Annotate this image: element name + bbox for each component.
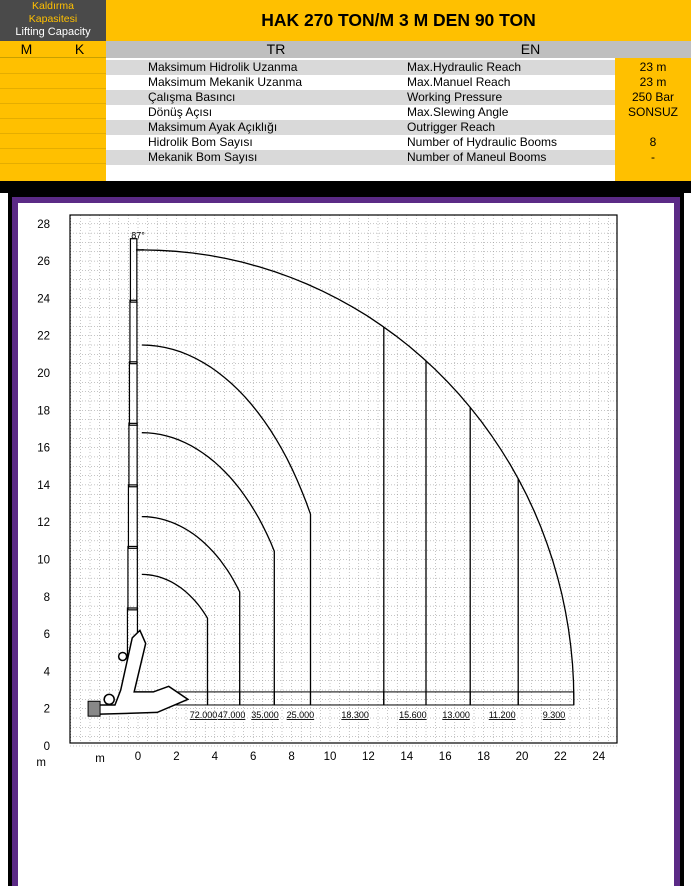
capacity-curve-2: [142, 517, 240, 705]
y-tick-label: 14: [37, 479, 50, 492]
capacity-curve-1: [142, 574, 208, 705]
boom-section-vertical: [128, 546, 137, 609]
page-title: HAK 270 TON/M 3 M DEN 90 TON: [106, 0, 691, 41]
y-tick-label: 24: [37, 293, 50, 306]
x-tick-label: 8: [288, 751, 295, 763]
spec-tr: Maksimum Hidrolik Uzanma: [148, 60, 298, 74]
capacity-label: 15.600: [399, 710, 427, 721]
capacity-label: 72.000: [189, 710, 218, 721]
x-tick-label: 0: [134, 751, 142, 763]
capacity-curve-4: [142, 345, 311, 705]
x-tick-label: 6: [249, 751, 257, 763]
boom-section: [426, 692, 470, 705]
capacity-label: 11.200: [488, 710, 516, 721]
chart-grid: [70, 215, 617, 746]
spec-value: 250 Bar: [631, 90, 675, 104]
x-tick-label: 10: [323, 751, 337, 763]
y-tick-label: 22: [37, 330, 50, 343]
spec-tr: Çalışma Basıncı: [148, 90, 236, 104]
capacity-label: 9.300: [542, 710, 566, 721]
x-tick-label: 12: [362, 751, 375, 763]
y-tick-label: 28: [37, 218, 50, 231]
boom-section: [384, 692, 426, 705]
y-axis-label: m: [36, 757, 46, 769]
spec-en: Number of Maneul Booms: [407, 150, 547, 164]
y-tick-label: 12: [37, 517, 50, 530]
chart-capacity-labels: [190, 710, 565, 720]
chart-curves: [142, 250, 574, 705]
brand-line-1: Kaldırma: [31, 0, 74, 12]
x-tick-label: 22: [554, 751, 567, 763]
x-axis-label: m: [95, 753, 105, 765]
boom-section: [240, 692, 275, 705]
spec-tr: Hidrolik Bom Sayısı: [148, 135, 253, 149]
boom-section: [470, 692, 518, 705]
header-k: K: [53, 41, 106, 58]
boom-section: [310, 692, 383, 705]
spec-en: Max.Slewing Angle: [407, 105, 509, 119]
header-m: M: [0, 41, 53, 58]
spec-en: Number of Hydraulic Booms: [407, 135, 558, 149]
y-tick-label: 16: [37, 442, 50, 455]
boom-angle-label: 87°: [131, 230, 145, 241]
spec-value: SONSUZ: [627, 105, 678, 119]
boom-section: [274, 692, 310, 705]
y-tick-label: 10: [37, 554, 50, 567]
x-tick-label: 20: [515, 751, 529, 763]
boom-section-vertical: [129, 423, 137, 486]
spec-tr: Dönüş Açısı: [148, 105, 213, 119]
spec-tr: Maksimum Mekanik Uzanma: [148, 75, 303, 89]
boom-section-vertical: [129, 362, 137, 425]
capacity-label: 47.000: [217, 710, 246, 721]
boom-section: [518, 692, 574, 705]
capacity-label: 18.300: [341, 710, 369, 721]
crane-pivot: [104, 694, 114, 704]
y-tick-label: 2: [43, 703, 50, 716]
spec-tr: Maksimum Ayak Açıklığı: [148, 120, 278, 134]
y-tick-label: 0: [43, 741, 50, 753]
spec-en: Outrigger Reach: [407, 120, 496, 134]
header-en: EN: [446, 41, 615, 58]
spec-value: 23 m: [639, 75, 667, 89]
plot-border: [70, 215, 617, 743]
capacity-curve-9: [142, 250, 574, 705]
x-tick-label: 2: [173, 751, 180, 763]
boom-section: [208, 692, 240, 705]
y-tick-label: 8: [43, 591, 50, 604]
spec-tr: Mekanik Bom Sayısı: [148, 150, 258, 164]
boom-section-vertical: [128, 485, 137, 548]
capacity-label: 35.000: [251, 710, 279, 721]
spec-value: 23 m: [639, 60, 667, 74]
x-tick-label: 16: [438, 751, 452, 763]
brand-line-3: Lifting Capacity: [15, 26, 91, 38]
y-tick-label: 26: [37, 256, 50, 269]
x-tick-label: 24: [592, 751, 606, 763]
header-tr: TR: [106, 41, 446, 58]
y-tick-label: 18: [37, 405, 50, 418]
spec-value: 8: [649, 135, 657, 149]
capacity-label: 25.000: [286, 710, 315, 721]
y-tick-label: 4: [43, 666, 50, 679]
spec-en: Max.Manuel Reach: [407, 75, 511, 89]
x-tick-label: 4: [211, 751, 219, 763]
outrigger-pad: [88, 701, 100, 716]
brand-line-2: Kapasitesi: [28, 13, 78, 25]
x-tick-label: 18: [477, 751, 490, 763]
y-tick-label: 20: [37, 368, 50, 380]
spec-value: -: [651, 150, 655, 164]
crane-joint: [119, 652, 127, 660]
spec-en: Max.Hydraulic Reach: [407, 60, 522, 74]
y-tick-label: 6: [43, 629, 50, 642]
spec-en: Working Pressure: [407, 90, 503, 104]
capacity-label: 13.000: [442, 710, 470, 721]
x-tick-label: 14: [400, 751, 414, 763]
